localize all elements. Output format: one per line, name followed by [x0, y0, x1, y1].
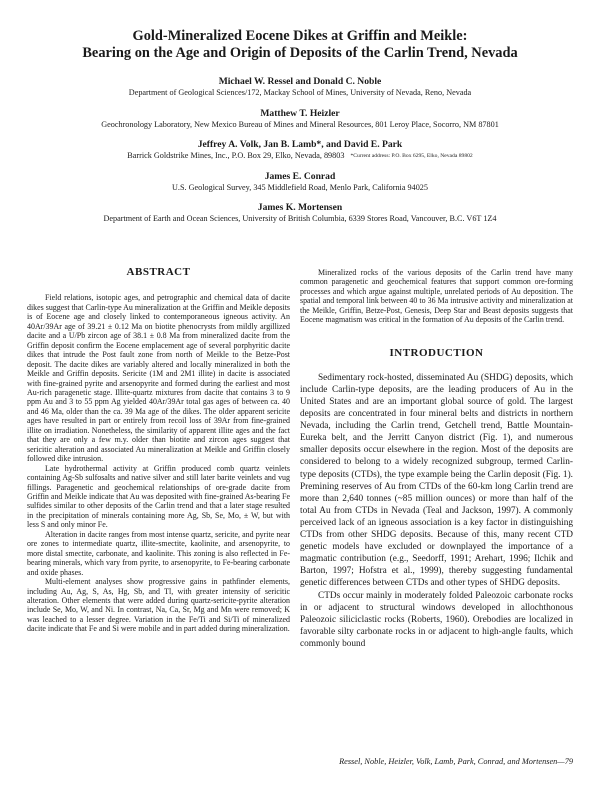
title-line-2: Bearing on the Age and Origin of Deposits of the Carlin Trend, Nevada	[82, 45, 518, 61]
abstract-paragraph: Late hydrothermal activity at Griffin produced comb quartz veinlets containing Ag-Sb sulfosalts and native silver and still later barite veinlets and vug fillings. Paragenetic and geochemical relationships of ore-grade dacite from Griffin and Meikle indicate that Au was deposited with fine-grained As-bearing Fe sulfides similar to other deposits of the Carlin trend and that a later stage resulted in the precipitation of minerals containing more Ag, Sb, Se, Mo, ± W, but with less S and only minor Fe.	[27, 463, 290, 530]
author-names: James E. Conrad	[264, 170, 336, 182]
left-column	[27, 268, 290, 634]
author-group	[20, 202, 580, 225]
author-affiliation: Department of Earth and Ocean Sciences, University of British Columbia, 6339 Stores Road, Vancouver, B.C. V6T 1Z4	[103, 214, 497, 223]
affiliation-text: Barrick Goldstrike Mines, Inc., P.O. Box 29, Elko, Nevada, 89803	[127, 151, 345, 160]
abstract-heading: ABSTRACT	[126, 266, 191, 278]
introduction-heading: INTRODUCTION	[389, 346, 484, 359]
author-affiliation	[20, 151, 580, 162]
paper-title	[20, 28, 580, 62]
author-names: Michael W. Ressel and Donald C. Noble	[218, 76, 382, 87]
abstract-paragraph: Alteration in dacite ranges from most intense quartz, sericite, and pyrite near ore zones to intermediate quartz, illite-smectite, kaolinite, and arsenopyrite, to more distal smectite, carbonate, and kaolinite. This zoning is also reflected in Fe-bearing minerals, which vary from pyrite, to arsenopyrite, to Fe-bearing carbonate and oxide phases.	[27, 529, 290, 577]
author-group	[20, 76, 580, 99]
author-affiliation: U.S. Geological Survey, 345 Middlefield Road, Menlo Park, California 94025	[172, 182, 428, 192]
abstract-paragraph: Field relations, isotopic ages, and petrographic and chemical data of dacite dikes suggest that Carlin-type Au mineralization at the Griffin and Meikle deposits is of Eocene age and closely linked to contemporaneous igneous activity. An 40Ar/39Ar age of 39.21 ± 0.12 Ma on biotite phenocrysts from mildly argillized dacite and a U/Pb zircon age of 38.1 ± 0.8 Ma from mineralized dacite from the Griffin deposit confirm the Eocene emplacement age of several porphyritic dacite dikes that intrude the Post fault zone from north of Meikle to the Betze-Post deposit. The dacite dikes are variably altered and locally mineralized in both the Meikle and Griffin deposits. Sericite (1M and 2M1 illite) in dacite is associated with fine-grained pyrite and arsenopyrite and formed during the earliest and most Au-rich paragenetic stage. Illite-quartz mixtures from dacite that contains 3 to 9 ppm Au and 3 to 55 ppm Ag yielded 40Ar/39Ar total gas ages of between ca. 40 and 46 Ma, older than the ca. 39 Ma age of the dikes. The older apparent sericite ages have resulted in part or entirely from recoil loss of 39Ar from fine-grained illite on irradiation. Nonetheless, the similarity of apparent illite ages and the fact that they are only a few m.y. older than biotite and zircon ages suggest that sericitic alteration and associated Au mineralization at Meikle and Griffin closely followed dike intrusion.	[27, 293, 290, 464]
title-block	[20, 28, 580, 234]
current-address-note: *Current address: P.O. Box 6295, Elko, Nevada 89802	[350, 153, 473, 159]
introduction-paragraph: Sedimentary rock-hosted, disseminated Au (SHDG) deposits, which include Carlin-type deposits, are the leading producers of Au in the United States and are an important global source of gold. The largest deposits are concentrated in four mineral belts and districts in northern Nevada, including the Carlin trend, Getchell trend, Battle Mountain-Eureka belt, and the Jerritt Canyon district (Fig. 1), and numerous smaller deposits occur elsewhere in the region. Most of the deposits are considered to belong to a widely recognized subgroup, termed Carlin-type deposits (CTDs), the type example being the Carlin deposit (Fig. 1). Premining reserves of Au from CTDs of the 60-km long Carlin trend are more than 2,640 tonnes (~85 million ounces) or more than half of the total Au from CTDs in Nevada (Teal and Jackson, 1997). A commonly perceived lack of an igneous association is a key factor in distinguishing CTDs from other SHDG deposits. Because of this, many recent CTD genetic models have excluded or downplayed the importance of a magmatic contribution (e.g., Seedorff, 1991; Arehart, 1996; Ilchik and Barton, 1997; Hofstra et al., 1999), thereby suggesting fundamental genetic differences between CTDs and other types of SHDG deposits.	[300, 372, 573, 589]
author-names: Matthew T. Heizler	[260, 107, 340, 119]
author-group	[20, 108, 580, 131]
introduction-paragraph: CTDs occur mainly in moderately folded Paleozoic carbonate rocks in or adjacent to structural windows developed in allochthonous Paleozoic siliciclastic rocks (Roberts, 1960). Orebodies are localized in favorable silty carbonate rocks in or adjacent to high-angle faults, which commonly bound	[300, 590, 573, 649]
author-affiliation: Geochronology Laboratory, New Mexico Bureau of Mines and Mineral Resources, 801 Leroy Place, Socorro, NM 87801	[101, 119, 499, 129]
author-list	[20, 76, 580, 225]
right-column	[300, 268, 573, 650]
author-group	[20, 171, 580, 194]
abstract-paragraph: Multi-element analyses show progressive gains in pathfinder elements, including Au, Ag, S, As, Hg, Sb, and Tl, with greater intensity of sericitic alteration. Other elements that were added during quartz-sericite-pyrite alteration include Se, Mo, W, and Ni. In contrast, Na, Ca, Sr, Mg and Mn were removed; K was leached to a lesser degree. Variation in the Fe/Ti and Si/Ti of mineralized dacite indicate that Fe and Si were mobile and in part added during mineralization.	[27, 577, 290, 634]
abstract-conclusion-paragraph: Mineralized rocks of the various deposits of the Carlin trend have many common paragenetic and geochemical features that support common ore-forming processes and which argue against multiple, unrelated periods of Au deposition. The spatial and temporal link between 40 to 36 Ma intrusive activity and mineralization at the Meikle, Griffin, Betze-Post, Genesis, Deep Star and Beast deposits suggests that Eocene magmatism was critical in the formation of Au deposits of the Carlin trend.	[300, 268, 573, 325]
author-names: James K. Mortensen	[257, 202, 343, 213]
title-line-1: Gold-Mineralized Eocene Dikes at Griffin and Meikle:	[132, 28, 468, 44]
page-footer: Ressel, Noble, Heizler, Volk, Lamb, Park, Conrad, and Mortensen—79	[339, 757, 573, 766]
author-names: Jeffrey A. Volk, Jan B. Lamb*, and David E. Park	[197, 139, 403, 150]
author-group	[20, 139, 580, 162]
author-affiliation: Department of Geological Sciences/172, Mackay School of Mines, University of Nevada, Reno, Nevada	[128, 88, 472, 97]
